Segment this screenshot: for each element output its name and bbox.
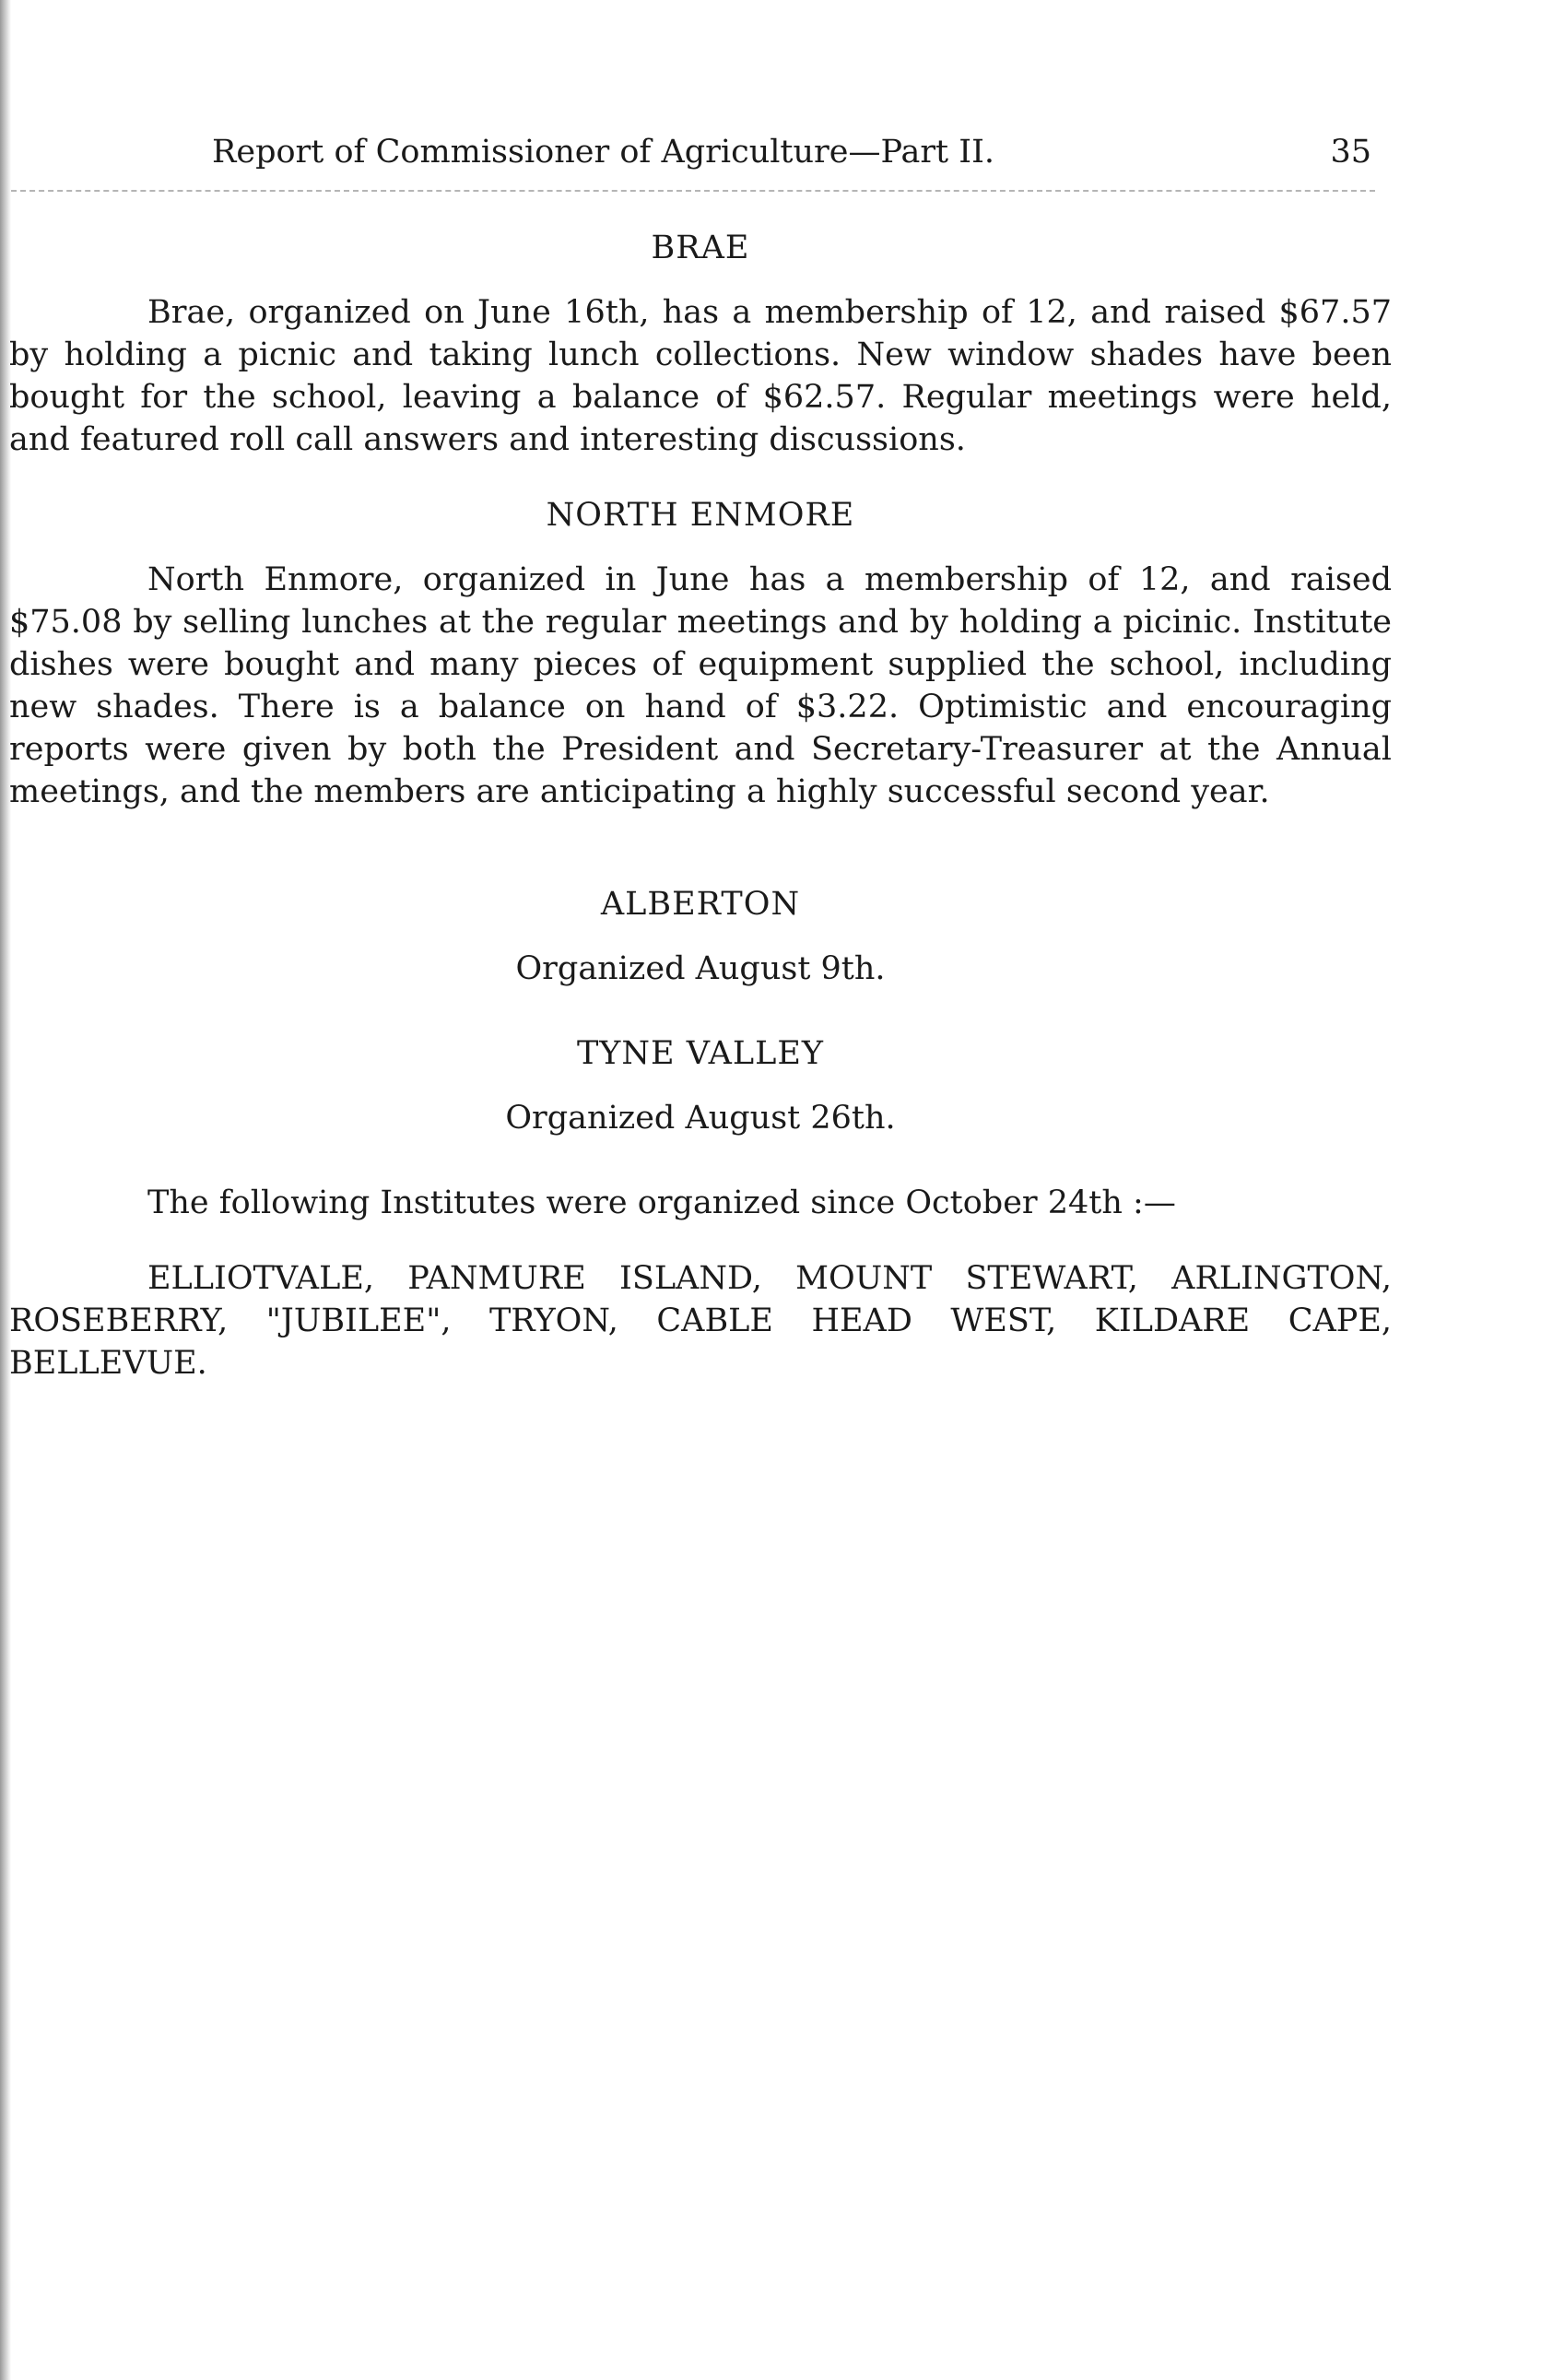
running-head: [212, 129, 1371, 175]
section-heading-tyne-valley: TYNE VALLEY: [576, 1035, 825, 1072]
spacer: [9, 846, 1392, 883]
header-rule: [11, 190, 1375, 192]
institutes-list: ELLIOTVALE, PANMURE ISLAND, MOUNT STEWART, ARLINGTON, ROSEBERRY, "JUBILEE", TRYON, CABLE HEAD WEST, KILDARE CAPE, BELLEVUE.: [9, 1260, 1392, 1382]
section-heading-north-enmore: NORTH ENMORE: [546, 497, 855, 534]
organized-line-tyne-valley: Organized August 26th.: [505, 1100, 896, 1137]
document-body: [9, 227, 1392, 1418]
closing-intro: The following Institutes were organized since October 24th :—: [147, 1184, 1176, 1221]
page-number: 35: [1330, 134, 1371, 171]
section-heading-alberton: ALBERTON: [600, 886, 801, 923]
section-heading-brae: BRAE: [651, 230, 750, 266]
paragraph-north-enmore: North Enmore, organized in June has a membership of 12, and raised $75.08 by selling lunches at the regular meetings and by holding a picinic. Institute dishes were bought and many pieces of equipment supplied the school, including new shades. There is a balance on hand of $3.22. Optimistic and encouraging reports were given by both the President and Secretary-Treasurer at the Annual meetings, and the members are anticipating a highly successful second year.: [9, 561, 1392, 810]
organized-line-alberton: Organized August 9th.: [515, 950, 886, 987]
paragraph-brae: Brae, organized on June 16th, has a membership of 12, and raised $67.57 by holding a picnic and taking lunch collections. New window shades have been bought for the school, leaving a balance of $62.57. Regular meetings were held, and featured roll call answers and interesting discussions.: [9, 294, 1392, 458]
running-head-title: Report of Commissioner of Agriculture—Part II.: [212, 134, 995, 171]
